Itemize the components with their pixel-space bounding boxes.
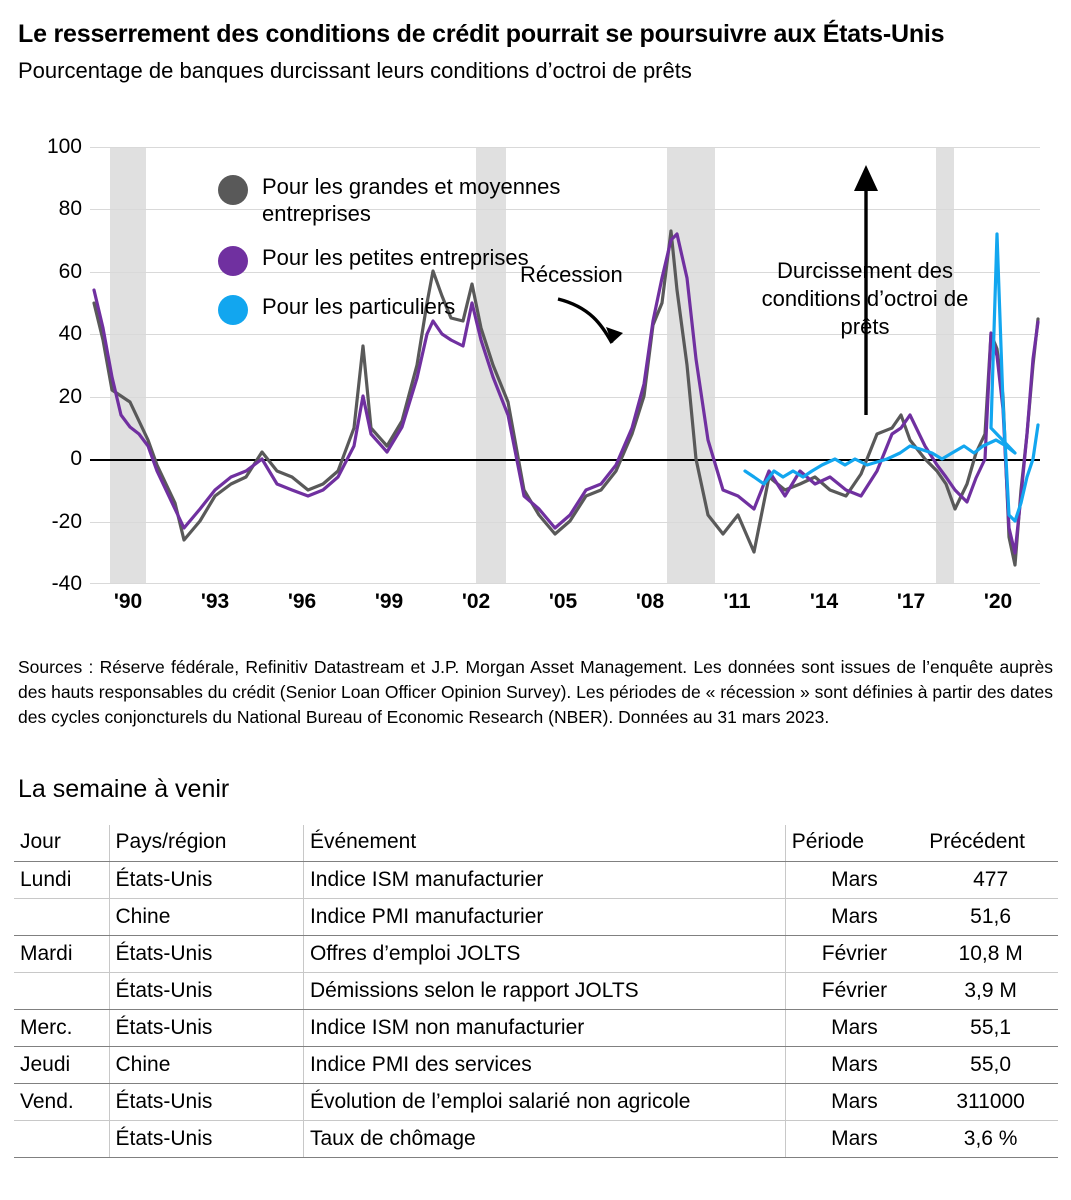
- y-tick-0: 0: [70, 447, 82, 471]
- y-tick-40: 40: [58, 322, 82, 346]
- legend-label-small: Pour les petites entreprises: [262, 245, 529, 270]
- cell-day: Lundi: [14, 862, 109, 899]
- cell-event: Évolution de l’emploi salarié non agricole: [303, 1084, 785, 1121]
- cell-previous: 3,9 M: [923, 973, 1058, 1010]
- table-row: [14, 862, 1058, 899]
- cell-event: Indice PMI des services: [303, 1047, 785, 1084]
- x-axis: [90, 590, 1040, 622]
- column-header-event: Événement: [303, 825, 785, 862]
- table-row: [14, 1047, 1058, 1084]
- cell-day: [14, 1121, 109, 1158]
- x-tick-2008: '08: [635, 590, 665, 613]
- table-row: [14, 1084, 1058, 1121]
- table-row: [14, 1121, 1058, 1158]
- cell-event: Taux de chômage: [303, 1121, 785, 1158]
- x-tick-2014: '14: [809, 590, 839, 613]
- cell-event: Offres d’emploi JOLTS: [303, 936, 785, 973]
- cell-period: Février: [785, 973, 923, 1010]
- cell-previous: 10,8 M: [923, 936, 1058, 973]
- page-subtitle: Pourcentage de banques durcissant leurs conditions d’octroi de prêts: [18, 58, 692, 83]
- y-axis: [18, 135, 82, 595]
- cell-country: Chine: [109, 1047, 303, 1084]
- cell-day: Merc.: [14, 1010, 109, 1047]
- cell-country: États-Unis: [109, 1121, 303, 1158]
- cell-previous: 55,1: [923, 1010, 1058, 1047]
- cell-period: Mars: [785, 1084, 923, 1121]
- column-header-country: Pays/région: [109, 825, 303, 862]
- y-tick-20: 20: [58, 384, 82, 408]
- legend-label-large-medium: Pour les grandes et moyennes entreprises: [262, 174, 561, 226]
- cell-event: Indice ISM non manufacturier: [303, 1010, 785, 1047]
- legend-label-consumers: Pour les particuliers: [262, 294, 456, 319]
- cell-period: Mars: [785, 1010, 923, 1047]
- cell-day: Mardi: [14, 936, 109, 973]
- annotation-hardening: Durcissement des conditions d’octroi de prêts: [761, 258, 969, 339]
- legend-dot-icon-large-medium: [218, 175, 248, 205]
- cell-previous: 3,6 %: [923, 1121, 1058, 1158]
- cell-previous: 477: [923, 862, 1058, 899]
- x-tick-1993: '93: [200, 590, 230, 613]
- x-tick-2005: '05: [548, 590, 578, 613]
- x-tick-2020: '20: [983, 590, 1013, 613]
- cell-day: [14, 899, 109, 936]
- y-tick-100: 100: [46, 135, 82, 158]
- credit-conditions-chart: [18, 135, 1053, 645]
- x-tick-2017: '17: [896, 590, 926, 613]
- cell-period: Février: [785, 936, 923, 973]
- cell-country: États-Unis: [109, 973, 303, 1010]
- legend-dot-icon-small: [218, 246, 248, 276]
- y-tick-neg20: -20: [51, 509, 82, 533]
- cell-event: Indice ISM manufacturier: [303, 862, 785, 899]
- column-header-day: Jour: [14, 825, 109, 862]
- cell-day: [14, 973, 109, 1010]
- cell-period: Mars: [785, 899, 923, 936]
- x-tick-2011: '11: [723, 590, 751, 613]
- cell-previous: 55,0: [923, 1047, 1058, 1084]
- cell-previous: 51,6: [923, 899, 1058, 936]
- x-tick-2002: '02: [461, 590, 491, 613]
- week-ahead-table: [14, 825, 1058, 1158]
- week-ahead-title: La semaine à venir: [18, 775, 230, 803]
- table-row: [14, 1010, 1058, 1047]
- column-header-previous: Précédent: [923, 825, 1058, 862]
- cell-country: États-Unis: [109, 1010, 303, 1047]
- x-tick-1999: '99: [374, 590, 404, 613]
- cell-event: Indice PMI manufacturier: [303, 899, 785, 936]
- legend-dot-icon-consumers: [218, 295, 248, 325]
- y-tick-80: 80: [58, 197, 82, 221]
- y-tick-60: 60: [58, 259, 82, 283]
- table-row: [14, 936, 1058, 973]
- cell-day: Vend.: [14, 1084, 109, 1121]
- cell-previous: 311000: [923, 1084, 1058, 1121]
- legend-item-large-medium: [218, 173, 618, 227]
- sources-note: Sources : Réserve fédérale, Refinitiv Datastream et J.P. Morgan Asset Management. Les données sont issues de l’enquête auprès des hauts responsables du crédit (Senior Loan Officer Opinion Survey). Les périodes de « récession » sont définies à partir des dates des cycles conjoncturels du National Bureau of Economic Research (NBER). Données au 31 mars 2023.: [18, 657, 1053, 727]
- cell-country: Chine: [109, 899, 303, 936]
- cell-period: Mars: [785, 1047, 923, 1084]
- page-title: Le resserrement des conditions de crédit pourrait se poursuivre aux États-Unis: [18, 20, 945, 48]
- cell-country: États-Unis: [109, 862, 303, 899]
- cell-period: Mars: [785, 862, 923, 899]
- y-tick-neg40: -40: [51, 572, 82, 595]
- table-row: [14, 973, 1058, 1010]
- annotation-recession: Récession: [520, 262, 623, 287]
- plot-area: [90, 147, 1040, 584]
- cell-event: Démissions selon le rapport JOLTS: [303, 973, 785, 1010]
- cell-country: États-Unis: [109, 1084, 303, 1121]
- x-tick-1996: '96: [287, 590, 317, 613]
- column-header-period: Période: [785, 825, 923, 862]
- legend-item-consumers: [218, 293, 618, 325]
- cell-country: États-Unis: [109, 936, 303, 973]
- cell-day: Jeudi: [14, 1047, 109, 1084]
- chart-legend: [218, 173, 618, 342]
- x-tick-1990: '90: [113, 590, 143, 613]
- table-row: [14, 899, 1058, 936]
- table-header-row: [14, 825, 1058, 862]
- cell-period: Mars: [785, 1121, 923, 1158]
